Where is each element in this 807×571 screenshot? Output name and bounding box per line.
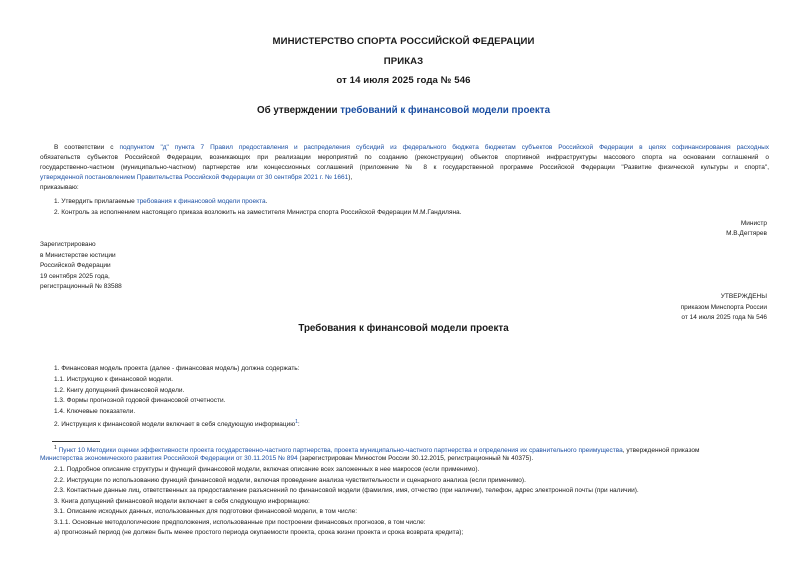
preamble-text: В соответствии с [54,144,120,151]
req-item-3-1-1: 3.1.1. Основные методологические предположения, использованные при построении финансовых прогнозов, в том числе: [54,519,426,526]
footnote-text: , утвержденной приказом [622,447,700,455]
footnote-mark: 1 [54,445,57,451]
registration-line-4: 19 сентября 2025 года, [40,273,110,280]
order-title-link[interactable]: требований к финансовой модели проекта [340,105,551,116]
requirements-title: Требования к финансовой модели проекта [298,323,509,334]
methodology-link[interactable]: Пункт 10 Методики оценки эффективности проекта государственно-частного партнерства, проекта муниципально-частного партнерства и определения их сравнительного преимущества [58,447,623,455]
order-title-prefix: Об утверждении [256,105,341,116]
req-item-2-2: 2.2. Инструкции по использованию функций финансовой модели, включая проведение анализа чувствительности и сценарного анализа (если применимо). [54,477,526,484]
signature-position: Министр [740,220,767,227]
government-decree-link[interactable]: утвержденной постановлением Правительства Российской Федерации от 30 сентября 2021 г. № 1661 [40,174,349,181]
approval-stamp: УТВЕРЖДЕНЫ [720,293,767,300]
req-item-1-1: 1.1. Инструкцию к финансовой модели. [54,376,173,383]
preamble-line-1 [40,143,769,152]
req-item-3: 3. Книга допущений финансовой модели включает в себя следующую информацию: [54,498,310,505]
requirements-link[interactable]: требования к финансовой модели проекта [136,198,266,205]
signature-name: М.В.Дегтярев [726,230,767,237]
registration-line-3: Российской Федерации [40,262,111,269]
req-item-3-1: 3.1. Описание исходных данных, использованных для подготовки финансовой модели, в том числе: [54,508,358,515]
preamble-line-4 [40,173,352,182]
ministry-heading: МИНИСТЕРСТВО СПОРТА РОССИЙСКОЙ ФЕДЕРАЦИИ [272,36,535,47]
registration-line-5: регистрационный № 83588 [40,283,122,290]
footnote-ref[interactable]: 1 [295,419,298,425]
preamble-text: ), [348,174,353,181]
order-text: 1. Утвердить прилагаемые [54,198,137,205]
order-verb: приказываю: [40,184,79,191]
req-item-2-1: 2.1. Подробное описание структуры и функций финансовой модели, включая описание всех заложенных в нее макросов (если применимо). [54,466,480,473]
footnote-text: (зарегистрирован Минюстом России 30.12.2015, регистрационный № 40375). [297,455,534,462]
order-item-1 [54,197,267,206]
registration-line-1: Зарегистрировано [40,241,96,248]
req-text: : [297,421,300,429]
preamble-line-3: государственно-частном (муниципально-частном) партнерстве или концессионных соглашений (приложение № 8 к государственной программе Российской Федерации "Развитие физической культуры и спорта", [40,164,769,171]
req-item-2 [54,418,300,429]
req-item-1: 1. Финансовая модель проекта (далее - финансовая модель) должна содержать: [54,365,300,372]
footnote-divider [52,441,100,442]
req-text: 2. Инструкция к финансовой модели включает в себя следующую информацию [54,421,296,429]
preamble-line-2: обязательств субъектов Российской Федерации, возникающих при реализации мероприятий по созданию (реконструкции) объектов спортивной инфраструктуры массового спорта на основании соглашений о [40,154,769,161]
req-item-a: а) прогнозный период (не должен быть менее простого периода окупаемости проекта, срока жизни проекта и срока возврата кредита); [54,529,464,536]
doc-type: ПРИКАЗ [383,56,424,67]
order-text: . [265,198,268,205]
req-item-1-3: 1.3. Формы прогнозной годовой финансовой отчетности. [54,397,226,404]
footnote-line-2 [40,454,533,463]
order-item-2: 2. Контроль за исполнением настоящего приказа возложить на заместителя Министра спорта Российской Федерации М.М.Гандиляна. [54,209,462,216]
order-title [0,105,807,116]
order-date-number: от 14 июля 2025 года № 546 [336,75,471,86]
req-item-1-2: 1.2. Книгу допущений финансовой модели. [54,387,185,394]
req-item-2-3: 2.3. Контактные данные лиц, ответственных за предоставление разъяснений по финансовой модели (фамилия, имя, отчество (при наличии), телефон, адрес электронной почты (при наличии). [54,487,639,494]
req-item-1-4: 1.4. Ключевые показатели. [54,408,136,415]
ministry-order-link[interactable]: Министерства экономического развития Российской Федерации от 30.11.2015 № 894 [40,455,298,462]
approval-date: от 14 июля 2025 года № 546 [681,314,767,321]
rules-link[interactable]: подпунктом "д" пункта 7 Правил предоставления и распределения субсидий из федерального бюджета бюджетам субъектов Российской Федерации в целях софинансирования расходных [119,144,769,151]
approval-order: приказом Минспорта России [680,304,767,311]
registration-line-2: в Министерстве юстиции [40,252,116,259]
